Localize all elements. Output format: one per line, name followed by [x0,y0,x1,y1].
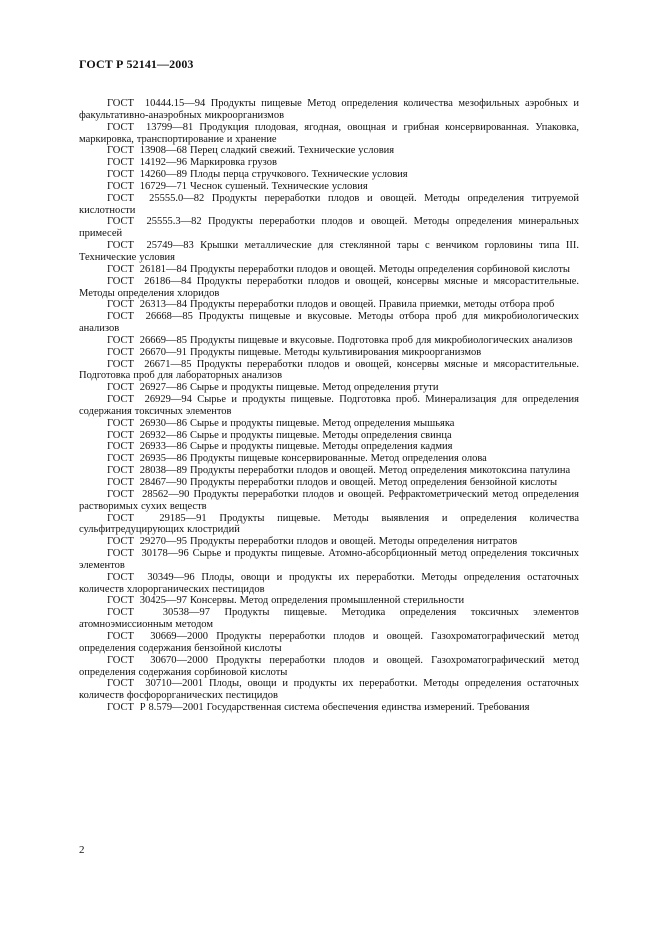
reference-title: Продукты переработки плодов и овощей. Рефрактометрический метод определения растворимых сухих веществ [79,488,579,512]
reference-title: Плоды, овощи и продукты их переработки. Методы определения остаточных количеств фосфорорганических пестицидов [79,678,579,702]
reference-title: Сырье и продукты пищевые. Методы определения свинца [189,429,452,441]
reference-item [79,299,579,311]
reference-title: Сырье и продукты пищевые. Методы определения кадмия [189,441,453,453]
reference-code: ГОСТ 13908—68 [107,145,188,157]
reference-item [79,311,579,335]
reference-item [79,418,579,430]
reference-item [79,441,579,453]
reference-title: Плоды перца стручкового. Технические условия [189,169,408,181]
reference-item [79,430,579,442]
reference-item [79,181,579,193]
reference-code: ГОСТ 30669—2000 [107,630,209,642]
reference-code: ГОСТ 25555.0—82 [107,192,205,204]
reference-title: Плоды, овощи и продукты их переработки. Методы определения остаточных количеств хлорорганических пестицидов [79,571,580,595]
reference-title: Продукты пищевые консервированные. Метод определения олова [189,453,487,465]
reference-item [79,548,579,572]
reference-item [79,394,579,418]
reference-item [79,453,579,465]
reference-code: ГОСТ 30425—97 [107,595,188,607]
reference-title: Продукты переработки плодов и овощей. Правила приемки, методы отбора проб [189,299,555,311]
reference-title: Продукты переработки плодов и овощей. Газохроматографический метод определения содержания сорбиновой кислоты [79,654,579,678]
reference-item [79,702,579,714]
reference-item [79,359,579,383]
reference-code: ГОСТ 26933—86 [107,441,188,453]
reference-code: ГОСТ 30670—2000 [107,654,209,666]
reference-code: ГОСТ 14192—96 [107,157,188,169]
reference-title: Государственная система обеспечения единства измерений. Требования [206,702,530,714]
reference-title: Сырье и продукты пищевые. Метод определения мышьяка [189,417,455,429]
reference-item [79,216,579,240]
reference-code: ГОСТ 29185—91 [107,512,207,524]
reference-title: Продукты пищевые. Методы культивирования микроорганизмов [189,346,482,358]
reference-code: ГОСТ 14260—89 [107,169,188,181]
reference-code: ГОСТ 30710—2001 [107,678,204,690]
reference-title: Продукты пищевые и вкусовые. Подготовка проб для микробиологических анализов [189,334,573,346]
reference-title: Продукты переработки плодов и овощей. Метод определения бензойной кислоты [189,477,558,488]
reference-title: Продукты переработки плодов и овощей, консервы мясные и мясорастительные. Подготовка проб для лабораторных анализов [79,358,579,382]
reference-code: ГОСТ 26186—84 [107,275,192,287]
reference-item [79,655,579,679]
reference-item [79,98,579,122]
reference-title: Перец сладкий свежий. Технические условия [189,145,395,157]
reference-code: ГОСТ 26313—84 [107,299,188,311]
reference-title: Продукты пищевые. Методика определения токсичных элементов атомноэмиссионным методом [79,607,579,631]
page-number: 2 [79,844,85,856]
reference-item [79,347,579,359]
reference-code: ГОСТ 16729—71 [107,180,188,192]
reference-item [79,193,579,217]
reference-item [79,607,579,631]
reference-item [79,465,579,477]
reference-code: ГОСТ 28038—89 [107,465,188,477]
reference-item [79,169,579,181]
reference-title: Продукты переработки плодов и овощей. Методы определения минеральных примесей [79,216,579,240]
reference-item [79,157,579,169]
reference-item [79,122,579,146]
reference-title: Продукты переработки плодов и овощей. Газохроматографический метод определения содержания бензойной кислоты [79,630,579,654]
reference-title: Крышки металлические для стеклянной тары с венчиком горловины типа III. Технические условия [79,240,579,263]
reference-code: ГОСТ 25749—83 [107,240,194,252]
reference-title: Продукты пищевые и вкусовые. Методы отбора проб для микробиологических анализов [79,311,579,335]
reference-item [79,572,579,596]
reference-title: Продукция плодовая, ягодная, овощная и грибная консервированная. Упаковка, маркировка, транспортирование и хранение [79,121,579,145]
reference-title: Продукты переработки плодов и овощей. Методы определения титруемой кислотности [79,192,579,216]
reference-code: ГОСТ 26668—85 [107,311,193,323]
reference-item [79,678,579,702]
reference-item [79,145,579,157]
reference-item [79,240,579,264]
reference-title: Продукты пищевые Метод определения количества мезофильных аэробных и факультативно-анаэробных микроорганизмов [79,98,579,121]
reference-code: ГОСТ 30178—96 [107,548,189,560]
reference-code: ГОСТ 29270—95 [107,536,188,548]
reference-title: Продукты переработки плодов и овощей, консервы мясные и мясорастительные. Методы определения хлоридов [79,275,579,299]
reference-code: ГОСТ 26930—86 [107,417,188,429]
reference-code: ГОСТ 28562—90 [107,488,190,500]
reference-title: Чеснок сушеный. Технические условия [189,180,368,192]
reference-title: Сырье и продукты пищевые. Метод определения ртути [189,382,439,394]
reference-item [79,264,579,276]
reference-title: Сырье и продукты пищевые. Атомно-абсорбционный метод определения токсичных элементов [79,548,579,571]
reference-title: Продукты переработки плодов и овощей. Метод определения микотоксина патулина [189,465,571,477]
reference-title: Продукты пищевые. Методы выявления и определения количества сульфитредуцирующих клостридий [79,512,579,536]
reference-item [79,536,579,548]
reference-code: ГОСТ 30349—96 [107,571,195,583]
reference-title: Консервы. Метод определения промышленной стерильности [189,595,465,607]
reference-item [79,382,579,394]
reference-item [79,513,579,537]
reference-code: ГОСТ 30538—97 [107,607,211,619]
reference-title: Продукты переработки плодов и овощей. Методы определения нитратов [189,536,518,548]
reference-code: ГОСТ 26927—86 [107,382,188,394]
reference-item [79,489,579,513]
reference-item [79,477,579,489]
reference-code: ГОСТ 13799—81 [107,121,194,133]
reference-item [79,335,579,347]
reference-code: ГОСТ 26669—85 [107,334,188,346]
reference-code: ГОСТ 26932—86 [107,429,188,441]
document-header: ГОСТ Р 52141—2003 [79,57,194,71]
reference-code: ГОСТ Р 8.579—2001 [107,702,204,714]
reference-code: ГОСТ 26670—91 [107,346,188,358]
reference-code: ГОСТ 26929—94 [107,394,192,406]
reference-code: ГОСТ 26671—85 [107,358,192,370]
reference-code: ГОСТ 10444.15—94 [107,98,206,109]
reference-code: ГОСТ 26181—84 [107,263,188,275]
normative-references-list [79,98,579,714]
reference-item [79,595,579,607]
reference-item [79,631,579,655]
reference-code: ГОСТ 28467—90 [107,477,188,488]
reference-code: ГОСТ 26935—86 [107,453,188,465]
reference-title: Продукты переработки плодов и овощей. Методы определения сорбиновой кислоты [189,263,570,275]
reference-code: ГОСТ 25555.3—82 [107,216,202,228]
reference-title: Маркировка грузов [189,157,277,169]
reference-item [79,276,579,300]
reference-title: Сырье и продукты пищевые. Подготовка проб. Минерализация для определения содержания токсичных элементов [79,394,579,417]
